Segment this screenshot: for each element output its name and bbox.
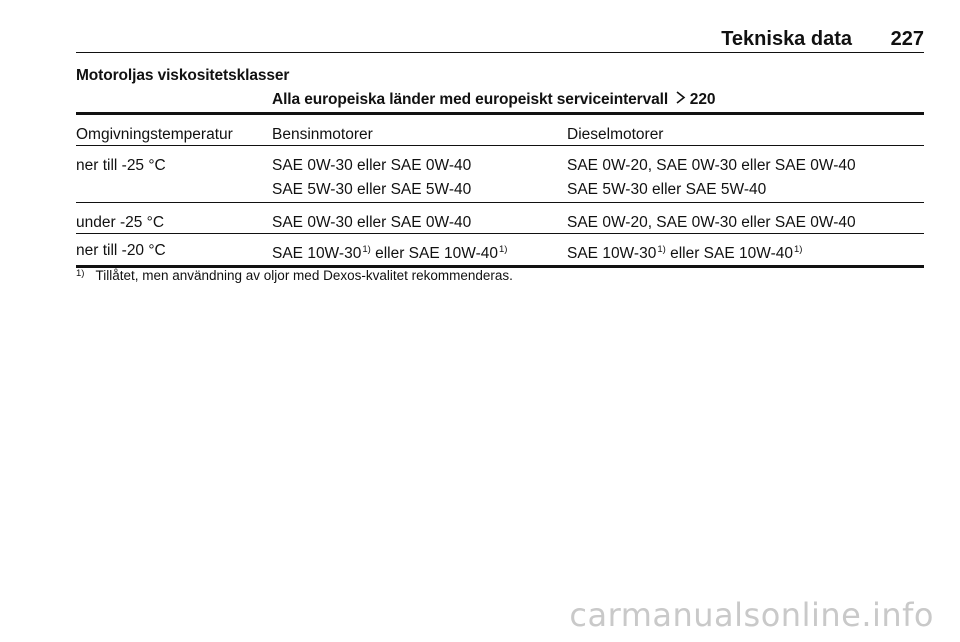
header-title: Tekniska data [721, 28, 852, 50]
diesel-grade: SAE 5W-30 eller SAE 5W-40 [567, 181, 767, 198]
petrol-grade: SAE 0W-30 eller SAE 0W-40 [272, 214, 472, 231]
viscosity-table [76, 112, 924, 268]
grade-text: eller SAE 10W-40 [665, 245, 793, 262]
footnote [76, 268, 513, 283]
grade-text: SAE 10W-30 [567, 245, 657, 262]
footnote-text: Tillåtet, men användning av oljor med Dexos-kvalitet rekommenderas. [95, 268, 513, 283]
petrol-grade: SAE 0W-30 eller SAE 0W-40 [272, 157, 472, 174]
diesel-grade: SAE 0W-20, SAE 0W-30 eller SAE 0W-40 [567, 157, 856, 174]
table-caption-page-ref[interactable]: 220 [689, 91, 716, 108]
grade-text: eller SAE 10W-40 [370, 245, 498, 262]
running-header [76, 30, 924, 53]
table-caption [272, 91, 715, 109]
arrow-reference-icon [675, 91, 690, 106]
diesel-grade: SAE 0W-20, SAE 0W-30 eller SAE 0W-40 [567, 214, 856, 231]
petrol-grade [272, 242, 507, 268]
footnote-mark: 1) [76, 268, 85, 279]
temperature-cell: ner till -25 °C [76, 157, 166, 174]
table-row [76, 234, 924, 268]
grade-text: SAE 10W-30 [272, 245, 362, 262]
petrol-cell [272, 154, 471, 202]
footnote-marker: 1) [499, 244, 508, 255]
watermark: carmanualsonline.info [569, 596, 934, 634]
section-title: Motoroljas viskositetsklasser [76, 67, 290, 84]
diesel-grade [567, 242, 802, 268]
table-row [76, 146, 924, 203]
petrol-cell [272, 242, 507, 268]
table-caption-text: Alla europeiska länder med europeiskt serviceintervall [272, 91, 669, 108]
page-number: 227 [890, 28, 924, 50]
column-header-petrol: Bensinmotorer [272, 126, 373, 143]
footnote-marker: 1) [657, 244, 666, 255]
footnote-marker: 1) [362, 244, 371, 255]
temperature-cell: ner till -20 °C [76, 242, 166, 259]
table-row [76, 203, 924, 234]
footnote-marker: 1) [794, 244, 803, 255]
column-header-diesel: Dieselmotorer [567, 126, 664, 143]
table-header-row [76, 115, 924, 146]
diesel-cell [567, 154, 856, 202]
temperature-cell: under -25 °C [76, 214, 165, 231]
diesel-cell [567, 242, 802, 268]
diesel-cell [567, 211, 856, 235]
column-header-temperature: Omgivningstemperatur [76, 126, 233, 143]
petrol-cell [272, 211, 471, 235]
petrol-grade: SAE 5W-30 eller SAE 5W-40 [272, 181, 472, 198]
